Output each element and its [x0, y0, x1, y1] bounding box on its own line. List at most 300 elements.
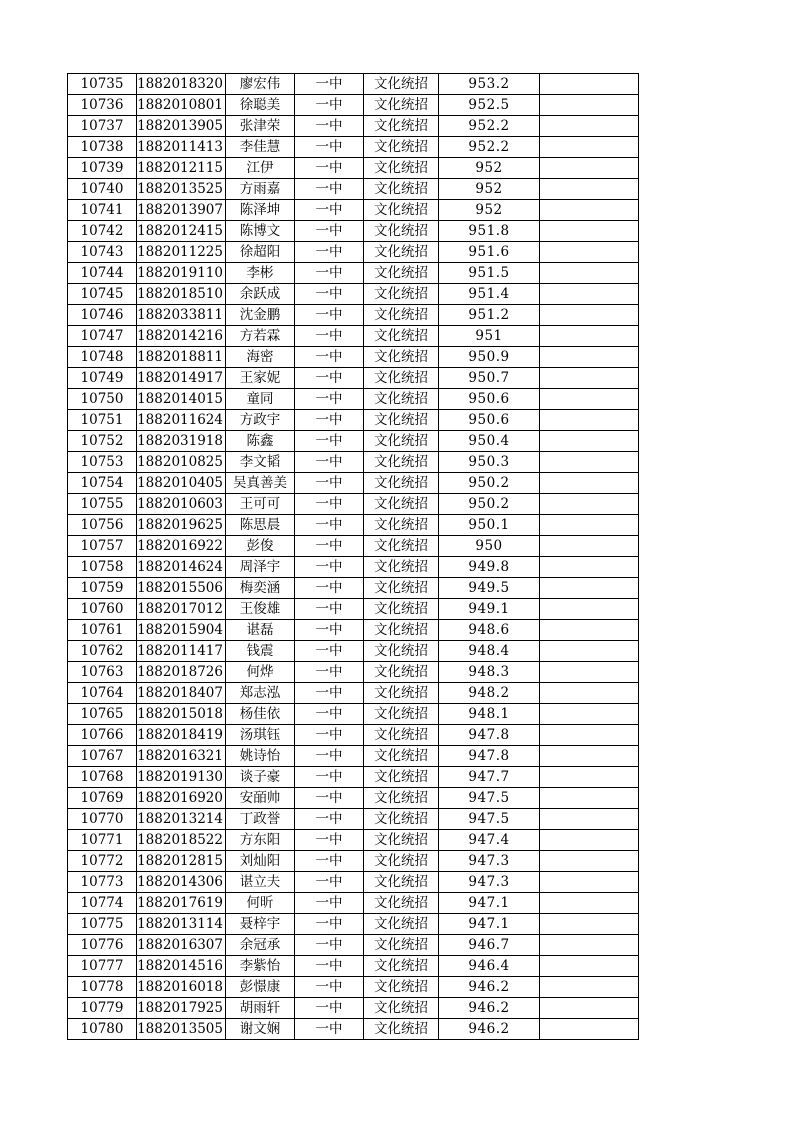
- table-row: [68, 452, 639, 473]
- school-cell: 一中: [295, 914, 364, 935]
- table-row: [68, 347, 639, 368]
- school-cell: 一中: [295, 683, 364, 704]
- rank-cell: 10761: [68, 620, 137, 641]
- note-cell: [540, 557, 639, 578]
- exam-number-cell: 1882010825: [137, 452, 226, 473]
- school-cell: 一中: [295, 536, 364, 557]
- note-cell: [540, 221, 639, 242]
- exam-number-cell: 1882019130: [137, 767, 226, 788]
- score-cell: 946.7: [439, 935, 540, 956]
- name-cell: 徐超阳: [226, 242, 295, 263]
- name-cell: 童同: [226, 389, 295, 410]
- school-cell: 一中: [295, 95, 364, 116]
- name-cell: 谌磊: [226, 620, 295, 641]
- note-cell: [540, 410, 639, 431]
- category-cell: 文化统招: [364, 326, 439, 347]
- rank-cell: 10744: [68, 263, 137, 284]
- table-row: [68, 935, 639, 956]
- rank-cell: 10749: [68, 368, 137, 389]
- category-cell: 文化统招: [364, 767, 439, 788]
- note-cell: [540, 830, 639, 851]
- score-cell: 948.3: [439, 662, 540, 683]
- score-cell: 952: [439, 158, 540, 179]
- note-cell: [540, 431, 639, 452]
- category-cell: 文化统招: [364, 662, 439, 683]
- school-cell: 一中: [295, 872, 364, 893]
- table-row: [68, 284, 639, 305]
- score-cell: 947.4: [439, 830, 540, 851]
- exam-number-cell: 1882033811: [137, 305, 226, 326]
- note-cell: [540, 599, 639, 620]
- score-cell: 946.2: [439, 998, 540, 1019]
- name-cell: 聂梓宇: [226, 914, 295, 935]
- note-cell: [540, 704, 639, 725]
- category-cell: 文化统招: [364, 830, 439, 851]
- note-cell: [540, 368, 639, 389]
- category-cell: 文化统招: [364, 179, 439, 200]
- school-cell: 一中: [295, 620, 364, 641]
- table-row: [68, 746, 639, 767]
- note-cell: [540, 893, 639, 914]
- category-cell: 文化统招: [364, 557, 439, 578]
- name-cell: 梅奕涵: [226, 578, 295, 599]
- exam-number-cell: 1882018419: [137, 725, 226, 746]
- table-row: [68, 893, 639, 914]
- score-cell: 947.1: [439, 914, 540, 935]
- school-cell: 一中: [295, 74, 364, 95]
- rank-cell: 10754: [68, 473, 137, 494]
- table-row: [68, 557, 639, 578]
- note-cell: [540, 95, 639, 116]
- exam-number-cell: 1882018320: [137, 74, 226, 95]
- category-cell: 文化统招: [364, 137, 439, 158]
- rank-cell: 10779: [68, 998, 137, 1019]
- score-cell: 947.1: [439, 893, 540, 914]
- name-cell: 江伊: [226, 158, 295, 179]
- name-cell: 余跃成: [226, 284, 295, 305]
- table-row: [68, 998, 639, 1019]
- note-cell: [540, 200, 639, 221]
- name-cell: 徐聪美: [226, 95, 295, 116]
- exam-number-cell: 1882014624: [137, 557, 226, 578]
- ranking-table: [67, 73, 639, 1040]
- category-cell: 文化统招: [364, 452, 439, 473]
- rank-cell: 10756: [68, 515, 137, 536]
- rank-cell: 10771: [68, 830, 137, 851]
- note-cell: [540, 788, 639, 809]
- name-cell: 吴真善美: [226, 473, 295, 494]
- note-cell: [540, 389, 639, 410]
- rank-cell: 10757: [68, 536, 137, 557]
- category-cell: 文化统招: [364, 368, 439, 389]
- score-cell: 950.4: [439, 431, 540, 452]
- table-row: [68, 200, 639, 221]
- note-cell: [540, 242, 639, 263]
- rank-cell: 10778: [68, 977, 137, 998]
- table-row: [68, 641, 639, 662]
- exam-number-cell: 1882019110: [137, 263, 226, 284]
- school-cell: 一中: [295, 956, 364, 977]
- score-cell: 949.8: [439, 557, 540, 578]
- rank-cell: 10745: [68, 284, 137, 305]
- category-cell: 文化统招: [364, 284, 439, 305]
- category-cell: 文化统招: [364, 851, 439, 872]
- note-cell: [540, 935, 639, 956]
- score-cell: 952: [439, 179, 540, 200]
- rank-cell: 10765: [68, 704, 137, 725]
- rank-cell: 10774: [68, 893, 137, 914]
- table-row: [68, 326, 639, 347]
- category-cell: 文化统招: [364, 200, 439, 221]
- table-row: [68, 914, 639, 935]
- score-cell: 950.2: [439, 473, 540, 494]
- table-row: [68, 704, 639, 725]
- category-cell: 文化统招: [364, 116, 439, 137]
- category-cell: 文化统招: [364, 515, 439, 536]
- rank-cell: 10738: [68, 137, 137, 158]
- exam-number-cell: 1882017012: [137, 599, 226, 620]
- exam-number-cell: 1882013525: [137, 179, 226, 200]
- name-cell: 杨佳依: [226, 704, 295, 725]
- score-cell: 951.5: [439, 263, 540, 284]
- school-cell: 一中: [295, 389, 364, 410]
- exam-number-cell: 1882014516: [137, 956, 226, 977]
- score-cell: 947.3: [439, 872, 540, 893]
- table-row: [68, 830, 639, 851]
- rank-cell: 10777: [68, 956, 137, 977]
- exam-number-cell: 1882015506: [137, 578, 226, 599]
- name-cell: 李佳慧: [226, 137, 295, 158]
- category-cell: 文化统招: [364, 893, 439, 914]
- note-cell: [540, 116, 639, 137]
- category-cell: 文化统招: [364, 683, 439, 704]
- name-cell: 谌立夫: [226, 872, 295, 893]
- school-cell: 一中: [295, 515, 364, 536]
- name-cell: 彭俊: [226, 536, 295, 557]
- score-cell: 947.5: [439, 809, 540, 830]
- name-cell: 何昕: [226, 893, 295, 914]
- category-cell: 文化统招: [364, 494, 439, 515]
- table-row: [68, 242, 639, 263]
- exam-number-cell: 1882016018: [137, 977, 226, 998]
- school-cell: 一中: [295, 998, 364, 1019]
- exam-number-cell: 1882015018: [137, 704, 226, 725]
- table-row: [68, 788, 639, 809]
- category-cell: 文化统招: [364, 914, 439, 935]
- exam-number-cell: 1882012815: [137, 851, 226, 872]
- rank-cell: 10762: [68, 641, 137, 662]
- score-cell: 947.7: [439, 767, 540, 788]
- rank-cell: 10752: [68, 431, 137, 452]
- name-cell: 李紫怡: [226, 956, 295, 977]
- school-cell: 一中: [295, 137, 364, 158]
- rank-cell: 10737: [68, 116, 137, 137]
- exam-number-cell: 1882010801: [137, 95, 226, 116]
- exam-number-cell: 1882013905: [137, 116, 226, 137]
- exam-number-cell: 1882010405: [137, 473, 226, 494]
- exam-number-cell: 1882014015: [137, 389, 226, 410]
- exam-number-cell: 1882013907: [137, 200, 226, 221]
- exam-number-cell: 1882018726: [137, 662, 226, 683]
- school-cell: 一中: [295, 788, 364, 809]
- rank-cell: 10776: [68, 935, 137, 956]
- score-cell: 950.3: [439, 452, 540, 473]
- table-row: [68, 725, 639, 746]
- score-cell: 950: [439, 536, 540, 557]
- rank-cell: 10750: [68, 389, 137, 410]
- note-cell: [540, 347, 639, 368]
- category-cell: 文化统招: [364, 998, 439, 1019]
- exam-number-cell: 1882011413: [137, 137, 226, 158]
- school-cell: 一中: [295, 410, 364, 431]
- school-cell: 一中: [295, 830, 364, 851]
- school-cell: 一中: [295, 893, 364, 914]
- school-cell: 一中: [295, 662, 364, 683]
- score-cell: 951: [439, 326, 540, 347]
- score-cell: 950.9: [439, 347, 540, 368]
- score-cell: 952.2: [439, 137, 540, 158]
- name-cell: 李文韬: [226, 452, 295, 473]
- school-cell: 一中: [295, 221, 364, 242]
- note-cell: [540, 263, 639, 284]
- rank-cell: 10759: [68, 578, 137, 599]
- category-cell: 文化统招: [364, 263, 439, 284]
- score-cell: 951.6: [439, 242, 540, 263]
- category-cell: 文化统招: [364, 431, 439, 452]
- exam-number-cell: 1882012115: [137, 158, 226, 179]
- school-cell: 一中: [295, 305, 364, 326]
- note-cell: [540, 74, 639, 95]
- category-cell: 文化统招: [364, 788, 439, 809]
- rank-cell: 10770: [68, 809, 137, 830]
- table-row: [68, 74, 639, 95]
- table-row: [68, 578, 639, 599]
- rank-cell: 10767: [68, 746, 137, 767]
- note-cell: [540, 683, 639, 704]
- name-cell: 方雨嘉: [226, 179, 295, 200]
- rank-cell: 10780: [68, 1019, 137, 1040]
- rank-cell: 10743: [68, 242, 137, 263]
- exam-number-cell: 1882012415: [137, 221, 226, 242]
- score-cell: 947.8: [439, 725, 540, 746]
- category-cell: 文化统招: [364, 872, 439, 893]
- rank-cell: 10768: [68, 767, 137, 788]
- category-cell: 文化统招: [364, 158, 439, 179]
- name-cell: 姚诗怡: [226, 746, 295, 767]
- rank-cell: 10741: [68, 200, 137, 221]
- score-cell: 950.2: [439, 494, 540, 515]
- name-cell: 陈泽坤: [226, 200, 295, 221]
- rank-cell: 10747: [68, 326, 137, 347]
- category-cell: 文化统招: [364, 935, 439, 956]
- rank-cell: 10755: [68, 494, 137, 515]
- score-cell: 950.6: [439, 389, 540, 410]
- category-cell: 文化统招: [364, 641, 439, 662]
- table-row: [68, 956, 639, 977]
- rank-cell: 10748: [68, 347, 137, 368]
- exam-number-cell: 1882019625: [137, 515, 226, 536]
- rank-cell: 10766: [68, 725, 137, 746]
- name-cell: 彭憬康: [226, 977, 295, 998]
- rank-cell: 10773: [68, 872, 137, 893]
- name-cell: 王俊雄: [226, 599, 295, 620]
- note-cell: [540, 578, 639, 599]
- school-cell: 一中: [295, 368, 364, 389]
- rank-cell: 10769: [68, 788, 137, 809]
- table-row: [68, 389, 639, 410]
- exam-number-cell: 1882015904: [137, 620, 226, 641]
- exam-number-cell: 1882014306: [137, 872, 226, 893]
- note-cell: [540, 452, 639, 473]
- name-cell: 方东阳: [226, 830, 295, 851]
- exam-number-cell: 1882018407: [137, 683, 226, 704]
- school-cell: 一中: [295, 704, 364, 725]
- table-row: [68, 1019, 639, 1040]
- name-cell: 丁政誉: [226, 809, 295, 830]
- table-row: [68, 851, 639, 872]
- note-cell: [540, 620, 639, 641]
- name-cell: 王家妮: [226, 368, 295, 389]
- table-row: [68, 221, 639, 242]
- category-cell: 文化统招: [364, 221, 439, 242]
- category-cell: 文化统招: [364, 95, 439, 116]
- name-cell: 余冠承: [226, 935, 295, 956]
- note-cell: [540, 305, 639, 326]
- table-row: [68, 977, 639, 998]
- score-cell: 950.1: [439, 515, 540, 536]
- name-cell: 何烨: [226, 662, 295, 683]
- name-cell: 方政宇: [226, 410, 295, 431]
- score-cell: 947.8: [439, 746, 540, 767]
- table-row: [68, 305, 639, 326]
- category-cell: 文化统招: [364, 725, 439, 746]
- table-row: [68, 536, 639, 557]
- exam-number-cell: 1882011417: [137, 641, 226, 662]
- note-cell: [540, 851, 639, 872]
- category-cell: 文化统招: [364, 956, 439, 977]
- name-cell: 海密: [226, 347, 295, 368]
- note-cell: [540, 473, 639, 494]
- score-cell: 949.5: [439, 578, 540, 599]
- name-cell: 胡雨轩: [226, 998, 295, 1019]
- category-cell: 文化统招: [364, 1019, 439, 1040]
- name-cell: 钱震: [226, 641, 295, 662]
- table-row: [68, 137, 639, 158]
- score-cell: 947.5: [439, 788, 540, 809]
- table-row: [68, 263, 639, 284]
- school-cell: 一中: [295, 494, 364, 515]
- name-cell: 谈子豪: [226, 767, 295, 788]
- exam-number-cell: 1882017619: [137, 893, 226, 914]
- table-row: [68, 179, 639, 200]
- score-cell: 949.1: [439, 599, 540, 620]
- table-row: [68, 95, 639, 116]
- school-cell: 一中: [295, 452, 364, 473]
- note-cell: [540, 914, 639, 935]
- table-row: [68, 809, 639, 830]
- name-cell: 安皕帅: [226, 788, 295, 809]
- exam-number-cell: 1882018522: [137, 830, 226, 851]
- note-cell: [540, 872, 639, 893]
- category-cell: 文化统招: [364, 599, 439, 620]
- rank-cell: 10739: [68, 158, 137, 179]
- score-cell: 948.6: [439, 620, 540, 641]
- score-cell: 953.2: [439, 74, 540, 95]
- name-cell: 张津荣: [226, 116, 295, 137]
- rank-cell: 10753: [68, 452, 137, 473]
- name-cell: 谢文娴: [226, 1019, 295, 1040]
- rank-cell: 10751: [68, 410, 137, 431]
- category-cell: 文化统招: [364, 389, 439, 410]
- exam-number-cell: 1882031918: [137, 431, 226, 452]
- school-cell: 一中: [295, 431, 364, 452]
- rank-cell: 10736: [68, 95, 137, 116]
- note-cell: [540, 284, 639, 305]
- name-cell: 陈鑫: [226, 431, 295, 452]
- score-cell: 950.7: [439, 368, 540, 389]
- name-cell: 廖宏伟: [226, 74, 295, 95]
- school-cell: 一中: [295, 326, 364, 347]
- school-cell: 一中: [295, 263, 364, 284]
- school-cell: 一中: [295, 473, 364, 494]
- school-cell: 一中: [295, 767, 364, 788]
- score-cell: 951.8: [439, 221, 540, 242]
- rank-cell: 10772: [68, 851, 137, 872]
- table-row: [68, 683, 639, 704]
- score-cell: 951.2: [439, 305, 540, 326]
- exam-number-cell: 1882018510: [137, 284, 226, 305]
- table-row: [68, 158, 639, 179]
- exam-number-cell: 1882010603: [137, 494, 226, 515]
- school-cell: 一中: [295, 1019, 364, 1040]
- school-cell: 一中: [295, 179, 364, 200]
- school-cell: 一中: [295, 935, 364, 956]
- name-cell: 郑志泓: [226, 683, 295, 704]
- score-cell: 946.2: [439, 977, 540, 998]
- name-cell: 沈金鹏: [226, 305, 295, 326]
- exam-number-cell: 1882011624: [137, 410, 226, 431]
- rank-cell: 10735: [68, 74, 137, 95]
- school-cell: 一中: [295, 158, 364, 179]
- category-cell: 文化统招: [364, 746, 439, 767]
- category-cell: 文化统招: [364, 347, 439, 368]
- note-cell: [540, 1019, 639, 1040]
- name-cell: 陈博文: [226, 221, 295, 242]
- name-cell: 陈思晨: [226, 515, 295, 536]
- exam-number-cell: 1882016922: [137, 536, 226, 557]
- category-cell: 文化统招: [364, 410, 439, 431]
- score-cell: 952: [439, 200, 540, 221]
- score-cell: 951.4: [439, 284, 540, 305]
- table-row: [68, 494, 639, 515]
- table-row: [68, 515, 639, 536]
- note-cell: [540, 662, 639, 683]
- note-cell: [540, 767, 639, 788]
- category-cell: 文化统招: [364, 305, 439, 326]
- rank-cell: 10742: [68, 221, 137, 242]
- table-row: [68, 599, 639, 620]
- note-cell: [540, 536, 639, 557]
- name-cell: 汤琪钰: [226, 725, 295, 746]
- school-cell: 一中: [295, 725, 364, 746]
- school-cell: 一中: [295, 116, 364, 137]
- category-cell: 文化统招: [364, 977, 439, 998]
- name-cell: 周泽宇: [226, 557, 295, 578]
- school-cell: 一中: [295, 599, 364, 620]
- school-cell: 一中: [295, 347, 364, 368]
- note-cell: [540, 515, 639, 536]
- note-cell: [540, 494, 639, 515]
